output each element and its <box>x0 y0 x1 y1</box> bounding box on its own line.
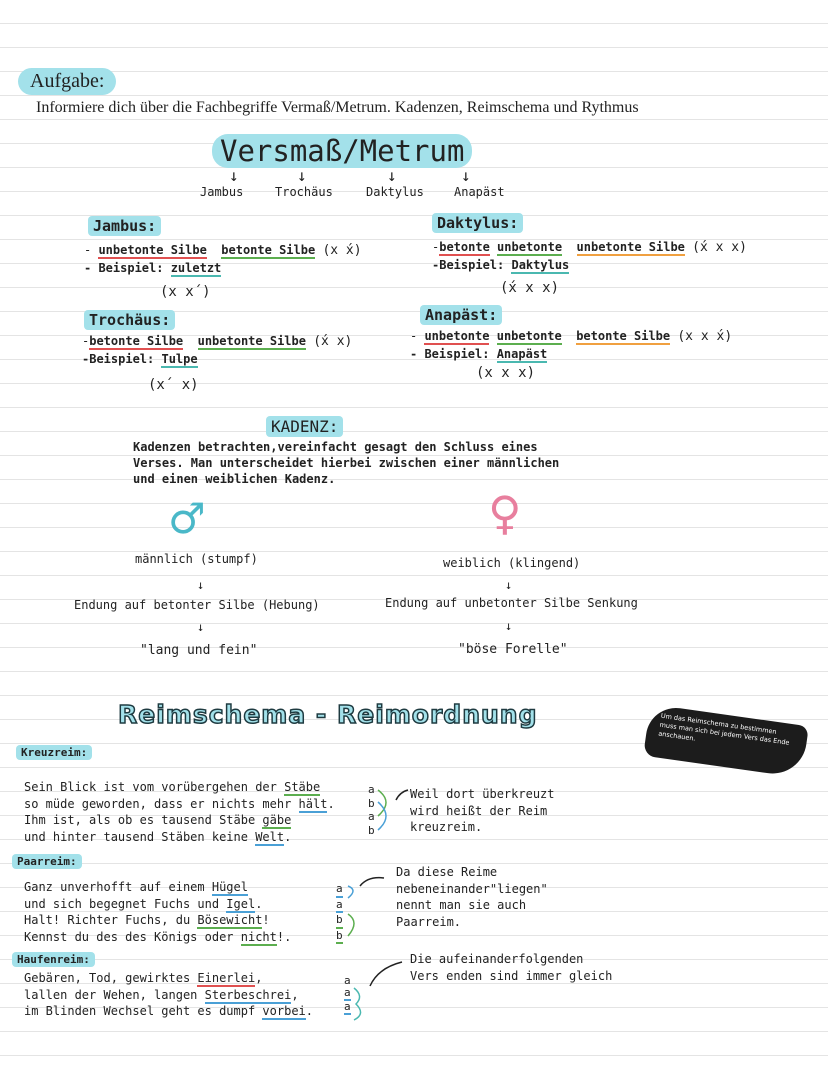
poem-line: und sich begegnet Fuchs und Igel. <box>24 896 263 911</box>
arrow-down-icon: ↓ <box>297 166 307 185</box>
kreuzreim-poem <box>24 779 335 845</box>
paarreim-letters: a a b b <box>336 882 343 944</box>
daktylus-heading: Daktylus: <box>432 213 523 233</box>
task-text: Informiere dich über die Fachbegriffe Vermaß/Metrum. Kadenzen, Reimschema und Rythmus <box>36 99 639 116</box>
kadenz-line-1: Kadenzen betrachten,vereinfacht gesagt den Schluss eines <box>133 440 538 454</box>
kreuzreim-heading: Kreuzreim: <box>16 745 92 760</box>
paarreim-explanation: Da diese Reime nebeneinander"liegen" nennt man sie auch Paarreim. <box>396 865 548 929</box>
male-label: männlich (stumpf) <box>135 552 258 566</box>
female-example: "böse Forelle" <box>458 642 568 657</box>
haufenreim-poem <box>24 970 313 1020</box>
jambus-heading: Jambus: <box>88 216 161 236</box>
poem-line: Ganz unverhofft auf einem Hügel <box>24 880 248 894</box>
anapaest-heading: Anapäst: <box>420 305 502 325</box>
poem-line: und hinter tausend Stäben keine Welt. <box>24 829 292 844</box>
metrum-type-jambus: Jambus <box>200 185 244 199</box>
male-symbol-icon: ♂ <box>168 494 206 543</box>
jambus-example: - Beispiel: zuletzt <box>84 261 222 275</box>
anapaest-definition: - unbetonte unbetonte betonte Silbe (x x x́) <box>410 329 733 344</box>
haufenreim-explanation: Die aufeinanderfolgenden Vers enden sind immer gleich <box>410 952 613 983</box>
male-example: "lang und fein" <box>140 643 258 658</box>
female-symbol-icon: ♀ <box>488 486 522 540</box>
kreuzreim-letters: a b a b <box>368 783 375 837</box>
reimschema-title: Reimschema - Reimordnung <box>118 700 538 729</box>
poem-line: lallen der Wehen, langen Sterbeschrei, <box>24 987 299 1002</box>
daktylus-example-notation: (x́ x x) <box>500 280 560 296</box>
metrum-type-anapaest: Anapäst <box>454 185 505 199</box>
paarreim-poem <box>24 879 291 945</box>
female-ending: Endung auf unbetonter Silbe Senkung <box>385 596 638 610</box>
haufenreim-brackets <box>350 958 410 1028</box>
poem-line: Halt! Richter Fuchs, du Bösewicht! <box>24 913 270 927</box>
paarreim-heading: Paarreim: <box>12 854 82 869</box>
poem-line: im Blinden Wechsel geht es dumpf vorbei. <box>24 1004 314 1018</box>
metrum-type-daktylus: Daktylus <box>366 185 424 199</box>
female-arrow-1: ↓ <box>505 578 513 592</box>
poem-line: Ihm ist, als ob es tausend Stäbe gäbe <box>24 813 292 827</box>
trochaeus-definition: -betonte Silbe unbetonte Silbe (x́ x) <box>82 334 353 349</box>
reimschema-note-text: Um das Reimschema zu bestimmen muss man sich bei jedem Vers das Ende anschauen. <box>657 711 790 747</box>
haufenreim-letters: a a a <box>344 974 351 1013</box>
trochaeus-example: -Beispiel: Tulpe <box>82 352 198 366</box>
kadenz-line-2: Verses. Man unterscheidet hierbei zwischen einer männlichen <box>133 456 560 470</box>
jambus-example-notation: (x x´) <box>160 284 211 300</box>
arrow-down-icon: ↓ <box>229 166 239 185</box>
female-arrow-2: ↓ <box>505 619 513 633</box>
anapaest-example-notation: (x x x) <box>476 365 536 381</box>
metrum-arrows <box>0 166 828 186</box>
task-heading: Aufgabe: <box>18 68 116 95</box>
paarreim-brackets <box>344 876 394 946</box>
poem-line: Sein Blick ist vom vorübergehen der Stäbe <box>24 780 321 794</box>
reimschema-note <box>643 704 809 778</box>
poem-line: so müde geworden, dass er nichts mehr hält. <box>24 796 335 811</box>
arrow-down-icon: ↓ <box>461 166 471 185</box>
kreuzreim-explanation: Weil dort überkreuzt wird heißt der Reim kreuzreim. <box>410 787 555 834</box>
poem-line: Gebären, Tod, gewirktes Einerlei, <box>24 971 263 985</box>
male-arrow-1: ↓ <box>197 578 205 592</box>
haufenreim-heading: Haufenreim: <box>12 952 95 967</box>
arrow-down-icon: ↓ <box>387 166 397 185</box>
metrum-title: Versmaß/Metrum <box>212 134 472 168</box>
female-label: weiblich (klingend) <box>443 556 581 570</box>
trochaeus-example-notation: (x´ x) <box>148 377 199 393</box>
kreuzreim-brackets <box>372 788 412 838</box>
trochaeus-heading: Trochäus: <box>84 310 175 330</box>
kadenz-heading: KADENZ: <box>266 416 343 437</box>
jambus-definition: - unbetonte Silbe betonte Silbe (x x́) <box>84 243 362 258</box>
male-arrow-2: ↓ <box>197 620 205 634</box>
metrum-type-trochaeus: Trochäus <box>275 185 333 199</box>
anapaest-example: - Beispiel: Anapäst <box>410 347 548 361</box>
daktylus-example: -Beispiel: Daktylus <box>432 258 570 272</box>
male-ending: Endung auf betonter Silbe (Hebung) <box>74 598 320 612</box>
daktylus-definition: -betonte unbetonte unbetonte Silbe (x́ x x) <box>432 240 747 255</box>
kadenz-line-3: und einen weiblichen Kadenz. <box>133 472 336 486</box>
poem-line: Kennst du des des Königs oder nicht!. <box>24 929 292 944</box>
